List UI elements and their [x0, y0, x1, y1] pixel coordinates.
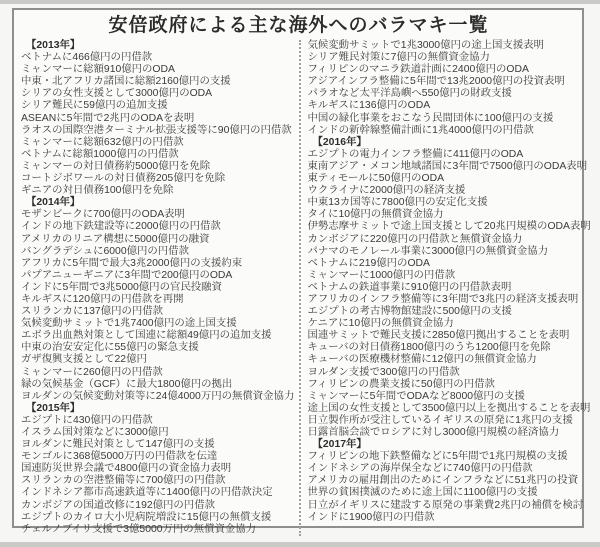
list-item: エジプトの電力インフラ整備に411億円のODA	[307, 148, 524, 160]
list-item: 東南アジア・メコン地域諸国に3年間で7500億円のODA表明	[307, 160, 588, 172]
list-item: スリランカの空港整備等に700億円の円借款	[21, 475, 226, 487]
list-item: エジプトに430億円の円借款	[21, 414, 153, 426]
list-item: ケニアに10億円の無償資金協力	[307, 318, 454, 330]
list-item: 中東の治安安定化に55億円の緊急支援	[21, 342, 199, 354]
list-item: 気候変動サミットで1兆3000億円の途上国支援表明	[307, 40, 544, 51]
list-item: エジプトのカイロ大小児病院増設に15億円の無償支援	[21, 511, 272, 523]
list-item: ヨルダン支援で300億円の円借款	[307, 366, 460, 378]
list-item: タイに10億円の無償資金協力	[307, 209, 444, 221]
list-item: ギニアの対日債務100億円を免除	[21, 185, 174, 197]
columns-container	[21, 40, 591, 536]
list-item: シリア難民に59億円の追加支援	[21, 100, 168, 112]
list-item: ベトナムに466億円の円借款	[21, 52, 153, 64]
page-title: 安倍政府による主な海外へのバラマキ一覧	[108, 15, 489, 36]
list-item: ミャンマーの対日債務約5000億円を免除	[21, 160, 211, 172]
flyer-box	[12, 8, 591, 535]
list-item: キューバの医療機材整備に12億円の無償資金協力	[307, 354, 537, 366]
list-item: アメリカのリニア構想に5000億円の融資	[21, 233, 210, 245]
list-item: インドの地下鉄建設等に2000億円の円借款	[21, 221, 221, 233]
list-item: ベトナムに総額1000億円の円借款	[21, 148, 179, 160]
list-item: モンゴルに368億5000万円の円借款を伝達	[21, 451, 218, 463]
list-item: ミャンマーに5年間でODAなど8000億円の支援	[307, 390, 525, 402]
scan-edge-bottom	[0, 542, 600, 547]
list-item: モザンビークに700億円のODA表明	[21, 209, 185, 221]
year-header: 【2014年】	[26, 197, 81, 209]
list-item: イスラム国対策などに3000億円	[21, 427, 169, 438]
list-item: バングラデシュに6000億円の円借款	[21, 245, 189, 257]
list-item: 日露首脳会談でロシアに対し3000億円規模の経済協力	[307, 427, 560, 438]
list-item: 途上国の女性支援として3500億円以上を拠出することを表明	[307, 402, 591, 414]
list-item: アフリカに5年間で最大3兆2000億円の支援約束	[21, 257, 243, 269]
list-item: キューバの対日債務1800億円のうち1200億円を免除	[307, 342, 551, 354]
list-item: チェルノブイリ支援で3億5000万円の無償資金協力	[21, 523, 257, 535]
list-item: カンボジアに220億円の円借款と無償資金協力	[307, 233, 523, 245]
list-item: パナマのモノレール事業に3000億円の無償資金協力	[307, 245, 549, 257]
list-item: コートジボワールの対日債務205億円を免除	[21, 173, 226, 185]
list-item: キルギスに120億円の円借款を再開	[21, 293, 184, 305]
list-item: ASEANに5年間で2兆円のODAを表明	[21, 112, 195, 124]
list-item: 世界の貧困撲滅のために途上国に1100億円の支援	[307, 487, 538, 499]
scan-edge-top	[0, 0, 600, 4]
list-item: 中東・北アフリカ諸国に総額2160億円の支援	[21, 76, 231, 88]
list-item: フィリピンの農業支援に50億円の円借款	[307, 378, 495, 390]
list-item: シリアの女性支援として3000億円のODA	[21, 88, 213, 100]
list-item: パプアニューギニアに3年間で200億円のODA	[21, 269, 233, 281]
list-item: ベトナムの鉄道事業に910億円の円借款表明	[307, 281, 512, 293]
list-item: 日立がイギリスに建設する原発の事業費2兆円の補償を検討	[307, 499, 584, 511]
list-item: アフリカのインフラ整備等に3年間で3兆円の経済支援表明	[307, 293, 579, 305]
list-item: インドに1900億円の円借款	[307, 511, 435, 523]
list-item: アジアインフラ整備に5年間で13兆2000億円の投資表明	[307, 76, 565, 88]
list-item: 東ティモールに50億円のODA	[307, 173, 445, 185]
year-header: 【2017年】	[312, 439, 367, 451]
year-header: 【2015年】	[26, 402, 81, 414]
list-item: ヨルダンに難民対策として147億円の支援	[21, 439, 215, 451]
year-header: 【2016年】	[312, 136, 367, 148]
column-left	[21, 40, 299, 536]
list-item: ミャンマーに総額910億円のODA	[21, 64, 175, 76]
list-item: ラオスの国際空港ターミナル拡張支援等に90億円の円借款	[21, 124, 292, 136]
list-item: 中東13カ国等に7800億円の安定化支援	[307, 197, 488, 209]
list-item: ベトナムに219億円のODA	[307, 257, 430, 269]
list-item: 中国の緑化事業をおこなう民間団体に100億円の支援	[307, 112, 554, 124]
list-item: フィリピンのマニラ鉄道計画に2400億円のODA	[307, 64, 529, 76]
list-item: フィリピンの地下鉄整備などに5年間で1兆円規模の支援	[307, 451, 568, 463]
list-item: キルギスに136億円のODA	[307, 100, 431, 112]
list-item: インドネシアの海岸保全などに740億円の円借款	[307, 463, 533, 475]
list-item: 国連サミットで難民支援に2850億円拠出することを表明	[307, 330, 570, 342]
list-item: パラオなど太平洋島嶼へ550億円の財政支援	[307, 88, 512, 100]
column-right	[299, 40, 591, 536]
list-item: ミャンマーに総額632億円の円借款	[21, 136, 184, 148]
list-item: インドの新幹線整備計画に1兆4000億円の円借款	[307, 124, 534, 136]
list-item: ウクライナに2000億円の経済支援	[307, 185, 466, 197]
list-item: 国連防災世界会議で4800億円の資金協力表明	[21, 463, 232, 475]
list-item: アメリカの雇用創出のためにインフラなどに51兆円の投資	[307, 475, 579, 487]
list-item: ミャンマーに1000億円の円借款	[307, 269, 456, 281]
list-item: 緑の気候基金（GCF）に最大1800億円の拠出	[21, 378, 233, 390]
list-item: 気候変動サミットで1兆7400億円の途上国支援	[21, 318, 237, 330]
list-item: エジプトの考古博物館建設に500億円の支援	[307, 306, 512, 318]
list-item: 伊勢志摩サミットで途上国支援として20兆円規模のODA表明	[307, 221, 591, 233]
list-item: カンボジアの国道改修に192億円の円借款	[21, 499, 215, 511]
list-item: インドネシア都市高速鉄道等に1400億円の円借款決定	[21, 487, 273, 499]
list-item: ミャンマーに260億円の円借款	[21, 366, 163, 378]
list-item: エボラ出血熱対策として国連に総額49億円の追加支援	[21, 330, 272, 342]
list-item: インドに5年間で3兆5000億円の官民投融資	[21, 281, 222, 293]
list-item: ヨルダンの気候変動対策等に24億4000万円の無償資金協力	[21, 390, 295, 402]
list-item: シリア難民対策に7億円の無償資金協力	[307, 52, 490, 64]
list-item: スリランカに137億円の円借款	[21, 306, 164, 318]
list-item: ガザ復興支援として22億円	[21, 354, 147, 366]
list-item: 日立製作所が受注しているイギリスの原発に1兆円の支援	[307, 414, 573, 426]
year-header: 【2013年】	[26, 40, 81, 51]
